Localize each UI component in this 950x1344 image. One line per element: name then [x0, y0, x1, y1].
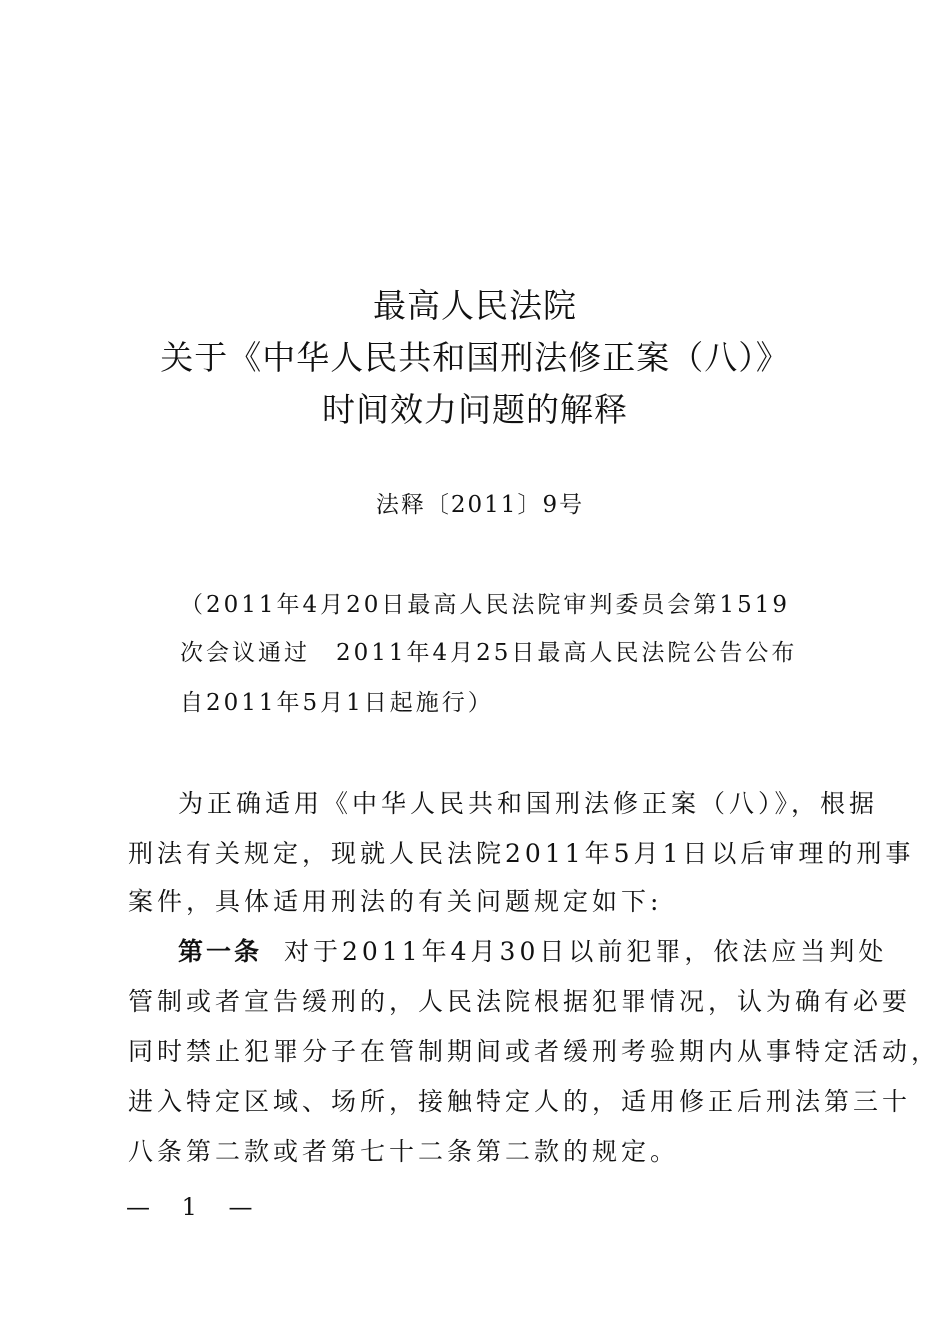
- article-1-line-1: 对于2011年4月30日以前犯罪，依法应当判处: [284, 937, 888, 966]
- article-1-line-3: 同时禁止犯罪分子在管制期间或者缓刑考验期内从事特定活动，: [128, 1037, 941, 1066]
- page-number: — 1 —: [126, 1193, 265, 1221]
- article-1-heading: 第一条: [178, 937, 263, 966]
- title-line-1: 最高人民法院: [373, 286, 577, 325]
- article-1-line-4: 进入特定区域、场所，接触特定人的，适用修正后刑法第三十: [128, 1087, 912, 1116]
- adoption-line-1: （2011年4月20日最高人民法院审判委员会第1519: [180, 592, 790, 618]
- preamble-line-3: 案件，具体适用刑法的有关问题规定如下:: [128, 887, 663, 916]
- title-line-3: 时间效力问题的解释: [322, 390, 628, 429]
- adoption-line-2: 次会议通过 2011年4月25日最高人民法院公告公布: [180, 640, 798, 666]
- article-1-line-5: 八条第二款或者第七十二条第二款的规定。: [128, 1137, 680, 1166]
- title-line-2: 关于《中华人民共和国刑法修正案（八）》: [160, 338, 790, 377]
- article-1-line-2: 管制或者宣告缓刑的，人民法院根据犯罪情况，认为确有必要: [128, 987, 912, 1016]
- preamble-line-2: 刑法有关规定，现就人民法院2011年5月1日以后审理的刑事: [128, 839, 915, 868]
- preamble-line-1: 为正确适用《中华人民共和国刑法修正案（八）》，根据: [178, 789, 879, 818]
- adoption-line-3: 自2011年5月1日起施行）: [180, 690, 494, 716]
- article-1-first-line: [178, 936, 887, 968]
- document-number: 法释〔2011〕9号: [375, 492, 585, 518]
